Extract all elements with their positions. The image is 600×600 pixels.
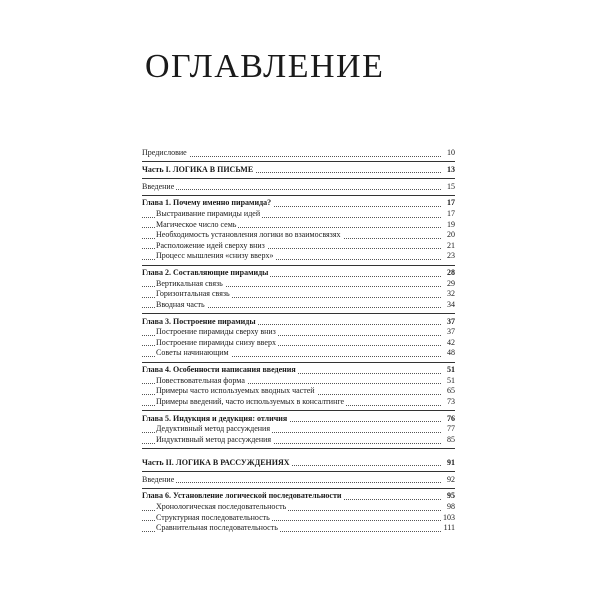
toc-entry-label: Дедуктивный метод рассуждения — [156, 424, 271, 434]
toc-entry-label: Выстраивание пирамиды идей — [156, 208, 261, 218]
toc-entry-label: Предисловие — [142, 148, 187, 157]
toc-entry-label: Глава 5. Индукция и дедукция: отличия — [142, 413, 288, 423]
toc-entry-label: Глава 3. Построение пирамиды — [142, 316, 256, 326]
toc-subentry[interactable] — [142, 220, 455, 231]
toc-entry-label: Глава 2. Составляющие пирамиды — [142, 268, 269, 278]
table-of-contents — [142, 148, 455, 534]
section-divider — [142, 471, 455, 472]
toc-entry-label: Сравнительная последовательность — [156, 523, 278, 533]
dot-leader — [142, 482, 441, 483]
toc-page-number: 21 — [447, 240, 455, 250]
toc-subentry[interactable] — [142, 397, 455, 408]
toc-page-number: 37 — [447, 316, 455, 326]
toc-entry-label: Вводная часть — [156, 299, 205, 309]
toc-entry-label: Советы начинающим — [156, 348, 229, 358]
toc-page-number: 76 — [447, 413, 455, 423]
toc-subentry[interactable] — [142, 289, 455, 300]
section-divider — [142, 410, 455, 411]
toc-entry[interactable] — [142, 475, 455, 486]
toc-entry[interactable] — [142, 165, 455, 176]
toc-entry[interactable] — [142, 414, 455, 425]
toc-page-number: 77 — [447, 424, 455, 434]
toc-entry[interactable] — [142, 268, 455, 279]
toc-page-number: 37 — [447, 327, 455, 337]
toc-entry[interactable] — [142, 365, 455, 376]
toc-entry-label: Глава 1. Почему именно пирамида? — [142, 198, 272, 208]
toc-page-number: 29 — [447, 278, 455, 288]
toc-entry[interactable] — [142, 198, 455, 209]
toc-subentry[interactable] — [142, 502, 455, 513]
toc-subentry[interactable] — [142, 241, 455, 252]
toc-entry-label: Горизонтальная связь — [156, 289, 230, 299]
toc-subentry[interactable] — [142, 209, 455, 220]
section-divider — [142, 362, 455, 363]
page-title: ОГЛАВЛЕНИЕ — [145, 48, 385, 85]
toc-subentry[interactable] — [142, 327, 455, 338]
toc-page-number: 92 — [447, 474, 455, 484]
toc-entry[interactable] — [142, 317, 455, 328]
section-divider — [142, 178, 455, 179]
toc-entry-label: Введение — [142, 181, 175, 191]
toc-entry-label: Построение пирамиды сверху вниз — [156, 327, 276, 337]
toc-page-number: 34 — [447, 299, 455, 309]
toc-subentry[interactable] — [142, 435, 455, 446]
toc-entry-label: Введение — [142, 474, 175, 484]
toc-subentry[interactable] — [142, 279, 455, 290]
toc-entry-label: Глава 6. Установление логической последовательности — [142, 491, 342, 501]
toc-page-number: 48 — [447, 348, 455, 358]
toc-entry[interactable] — [142, 148, 455, 159]
toc-subentry[interactable] — [142, 386, 455, 397]
toc-entry-label: Расположение идей сверху вниз — [156, 240, 265, 250]
toc-entry-label: Хронологическая последовательность — [156, 501, 287, 511]
toc-entry[interactable] — [142, 182, 455, 193]
toc-page-number: 98 — [447, 501, 455, 511]
toc-subentry[interactable] — [142, 424, 455, 435]
toc-page-number: 95 — [447, 491, 455, 501]
toc-entry-label: Построение пирамиды снизу вверх — [156, 337, 276, 347]
toc-subentry[interactable] — [142, 251, 455, 262]
toc-subentry[interactable] — [142, 300, 455, 311]
toc-entry-label: Вертикальная связь — [156, 278, 223, 288]
toc-page-number: 51 — [447, 365, 455, 375]
toc-page-number: 28 — [447, 268, 455, 278]
toc-entry[interactable] — [142, 458, 455, 469]
toc-page-number: 65 — [447, 386, 455, 396]
toc-entry-label: Примеры введений, часто используемых в консалтинге — [156, 397, 345, 406]
toc-subentry[interactable] — [142, 338, 455, 349]
toc-page-number: 17 — [447, 208, 455, 218]
toc-entry-label: Повествовательная форма — [156, 375, 245, 385]
toc-entry-label: Магическое число семь — [156, 219, 237, 229]
toc-page-number: 23 — [447, 251, 455, 261]
toc-entry-label: Глава 4. Особенности написания введения — [142, 365, 296, 375]
section-divider — [142, 448, 455, 449]
section-divider — [142, 488, 455, 489]
toc-entry[interactable] — [142, 491, 455, 502]
section-divider — [142, 195, 455, 196]
toc-page-number: 13 — [447, 164, 455, 174]
toc-page-number: 15 — [447, 181, 455, 191]
toc-subentry[interactable] — [142, 348, 455, 359]
toc-page-number: 10 — [447, 148, 455, 157]
toc-page-number: 91 — [447, 457, 455, 467]
toc-entry-label: Необходимость установления логики во взаимосвязях — [156, 230, 341, 240]
toc-page-number: 32 — [447, 289, 455, 299]
toc-page-number: 85 — [447, 434, 455, 444]
toc-entry-label: Индуктивный метод рассуждения — [156, 434, 272, 444]
toc-entry-label: Процесс мышления «снизу вверх» — [156, 251, 274, 261]
toc-entry-label: Примеры часто используемых вводных частей — [156, 386, 315, 396]
section-divider — [142, 265, 455, 266]
toc-page-number: 51 — [447, 375, 455, 385]
toc-entry-label: Структурная последовательность — [156, 512, 270, 522]
toc-page-number: 17 — [447, 198, 455, 208]
toc-page-number: 42 — [447, 337, 455, 347]
section-divider — [142, 313, 455, 314]
toc-page-number: 19 — [447, 219, 455, 229]
dot-leader — [142, 189, 441, 190]
toc-subentry[interactable] — [142, 376, 455, 387]
toc-subentry[interactable] — [142, 513, 455, 524]
toc-page-number: 20 — [447, 230, 455, 240]
toc-subentry[interactable] — [142, 523, 455, 534]
section-divider — [142, 161, 455, 162]
toc-page-number: 103 — [443, 512, 455, 522]
toc-subentry[interactable] — [142, 230, 455, 241]
toc-entry-label: Часть I. ЛОГИКА В ПИСЬМЕ — [142, 164, 254, 174]
toc-page-number: 73 — [447, 397, 455, 406]
toc-page-number: 111 — [443, 523, 455, 533]
toc-entry-label: Часть II. ЛОГИКА В РАССУЖДЕНИЯХ — [142, 457, 290, 467]
